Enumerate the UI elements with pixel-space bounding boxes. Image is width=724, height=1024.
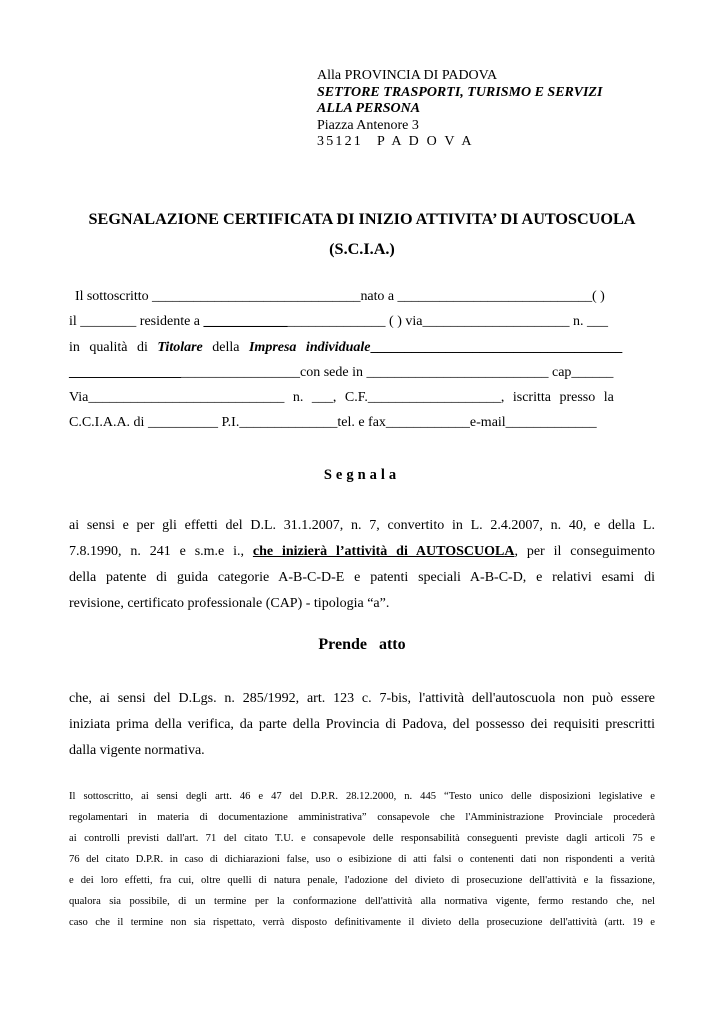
form-name-birthplace: Il sottoscritto ______________________________nato a ____________________________( ) — [75, 289, 605, 304]
title-line-1: SEGNALAZIONE CERTIFICATA DI INIZIO ATTIVITA’ DI AUTOSCUOLA — [88, 210, 636, 228]
declaration-line: Il sottoscritto, ai sensi degli artt. 46 e 47 del D.P.R. 28.12.2000, n. 445 “Testo unico delle disposizioni legislative e — [69, 791, 655, 802]
addressee-street: Piazza Antenore 3 — [317, 117, 419, 133]
declaration-paragraph — [69, 786, 655, 933]
segnala-line: della patente di guida categorie A-B-C-D-E e patenti speciali A-B-C-D, e relativi esami di — [69, 570, 655, 585]
form-role-titolare: Titolare — [157, 340, 203, 355]
declaration-line: 76 del citato D.P.R. in caso di dichiarazioni false, uso o esibizione di atti falsi o contenenti dati non rispondenti a verità — [69, 854, 655, 865]
segnala-line — [69, 539, 655, 565]
form-residence-label: il ________ residente a — [69, 314, 204, 329]
form-seat-blank-bold: ________________ — [69, 365, 181, 380]
form-seat-text: _________________con sede in __________________________ cap______ — [181, 365, 614, 380]
addressee-block — [317, 68, 602, 151]
declaration-line: regolamentari in materia di documentazione amministrativa” consapevole che l'Amministrazione Provinciale procederà — [69, 812, 655, 823]
form-role-blank: _____________________________________ — [370, 340, 623, 355]
declaration-line: caso che il termine non sia rispettato, verrà disposto definitivamente il divieto della prosecuzione dell'attività (artt. 19 e — [69, 917, 655, 928]
form-residence-rest: ______________ ( ) via_____________________ n. ___ — [287, 314, 608, 329]
addressee-department: SETTORE TRASPORTI, TURISMO E SERVIZI — [317, 84, 603, 100]
prende-line: iniziata prima della verifica, da parte della Provincia di Padova, del possesso dei requisiti prescritti — [69, 717, 655, 732]
addressee-city-line — [317, 134, 602, 151]
form-role-impresa: Impresa individuale — [248, 340, 371, 355]
segnala-autoscuola-emphasis: che inizierà l’attività di AUTOSCUOLA — [252, 544, 515, 559]
form-role-della: della — [202, 340, 249, 355]
form-role-text — [69, 339, 371, 356]
addressee-line: Alla PROVINCIA DI PADOVA — [317, 68, 498, 83]
declaration-line: ai controlli previsti dall'art. 71 del citato T.U. e consapevole delle responsabilità conseguenti previste dagli articoli 75 e — [69, 833, 655, 844]
addressee-city: P A D O V A — [377, 134, 474, 149]
declaration-line: qualora sia possibile, di un termine per la conformazione dell'attività alla normativa vigente, fermo restando che, nel — [69, 896, 655, 907]
form-residence-underline: ____________ — [203, 314, 288, 329]
prende-line: dalla vigente normativa. — [69, 743, 205, 758]
form-role-label: in qualità di — [69, 340, 158, 355]
title-line-2: (S.C.I.A.) — [329, 240, 395, 258]
segnala-line-part: , per il conseguimento — [514, 544, 656, 559]
form-line-address — [69, 389, 655, 406]
form-line-seat — [69, 364, 655, 381]
segnala-line-part: 7.8.1990, n. 241 e s.m.e i., — [69, 544, 253, 559]
segnala-paragraph — [69, 513, 655, 617]
segnala-line: revisione, certificato professionale (CAP) - tipologia “a”. — [69, 596, 390, 611]
form-line-name — [75, 288, 655, 305]
prende-paragraph — [69, 686, 655, 764]
segnala-line: ai sensi e per gli effetti del D.L. 31.1.2007, n. 7, convertito in L. 2.4.2007, n. 40, e della L. — [69, 518, 655, 533]
form-residence-text — [69, 313, 608, 330]
prende-line: che, ai sensi del D.Lgs. n. 285/1992, art. 123 c. 7-bis, l'attività dell'autoscuola non può essere — [69, 691, 655, 706]
segnala-heading: Segnala — [323, 467, 401, 483]
form-cciaa-text: C.C.I.A.A. di __________ P.I.______________tel. e fax____________e-mail_____________ — [69, 415, 597, 430]
form-line-residence — [69, 313, 655, 330]
addressee-cap: 35121 — [317, 134, 363, 149]
declaration-line: e dei loro effetti, fra cui, oltre quelli di natura penale, l'adozione del divieto di prosecuzione dell'attività e la fissazione, — [69, 875, 655, 886]
form-line-role — [69, 339, 655, 356]
addressee-department-cont: ALLA PERSONA — [317, 101, 421, 116]
prende-atto-heading: Prende atto — [318, 636, 406, 653]
form-address-text: Via____________________________ n. ___, C.F.___________________, iscritta presso la — [69, 390, 614, 405]
document-title — [0, 204, 724, 264]
form-line-cciaa — [69, 414, 655, 431]
